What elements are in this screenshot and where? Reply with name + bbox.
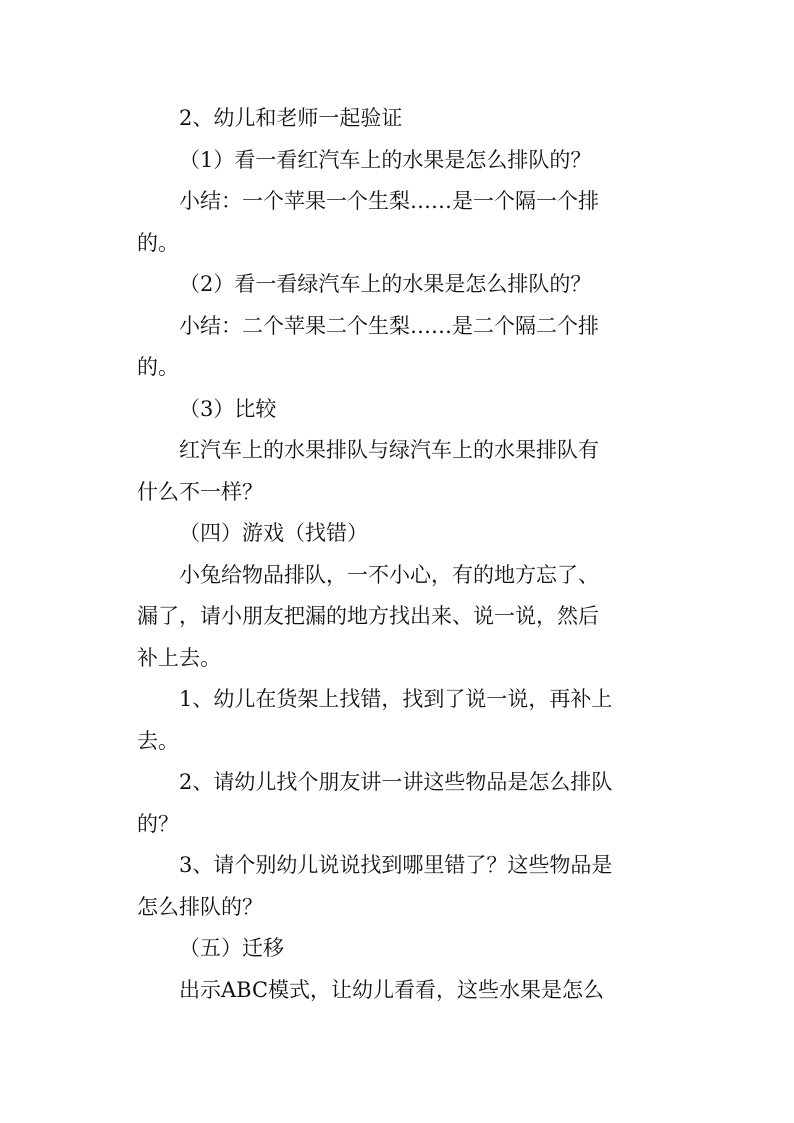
paragraph-line: 红汽车上的水果排队与绿汽车上的水果排队有 <box>179 438 599 462</box>
paragraph-line: 的？ <box>137 811 179 836</box>
paragraph-line: 出示ABC模式，让幼儿看看，这些水果是怎么 <box>179 977 605 1002</box>
section-heading: （四）游戏（找错） <box>179 521 368 545</box>
paragraph-line: 怎么排队的？ <box>137 894 263 919</box>
paragraph-line: 1、幼儿在货架上找错，找到了说一说，再补上 <box>179 687 613 711</box>
paragraph-line: 漏了，请小朋友把漏的地方找出来、说一说，然后 <box>137 604 599 628</box>
paragraph-line: 小结：一个苹果一个生梨……是一个隔一个排 <box>179 189 599 213</box>
paragraph-line: 去。 <box>137 728 179 753</box>
paragraph-line: 3、请个别幼儿说说找到哪里错了？这些物品是 <box>179 853 613 877</box>
paragraph-line: 补上去。 <box>137 645 221 670</box>
paragraph-line: （2）看一看绿汽车上的水果是怎么排队的？ <box>179 272 592 296</box>
paragraph-line: 2、请幼儿找个朋友讲一讲这些物品是怎么排队 <box>179 770 613 794</box>
paragraph-line: 的。 <box>137 230 179 255</box>
paragraph-line: 小结：二个苹果二个生梨……是二个隔二个排 <box>179 313 599 338</box>
paragraph-line: 的。 <box>137 355 179 379</box>
paragraph-line: 小兔给物品排队，一不小心，有的地方忘了、 <box>179 562 599 587</box>
paragraph-line: 什么不一样？ <box>137 479 263 504</box>
section-heading: （五）迁移 <box>179 936 284 960</box>
paragraph-line: （1）看一看红汽车上的水果是怎么排队的？ <box>179 147 592 172</box>
paragraph-line: （3）比较 <box>179 396 277 421</box>
document-body <box>137 98 667 1011</box>
paragraph-line: 2、幼儿和老师一起验证 <box>179 106 403 130</box>
